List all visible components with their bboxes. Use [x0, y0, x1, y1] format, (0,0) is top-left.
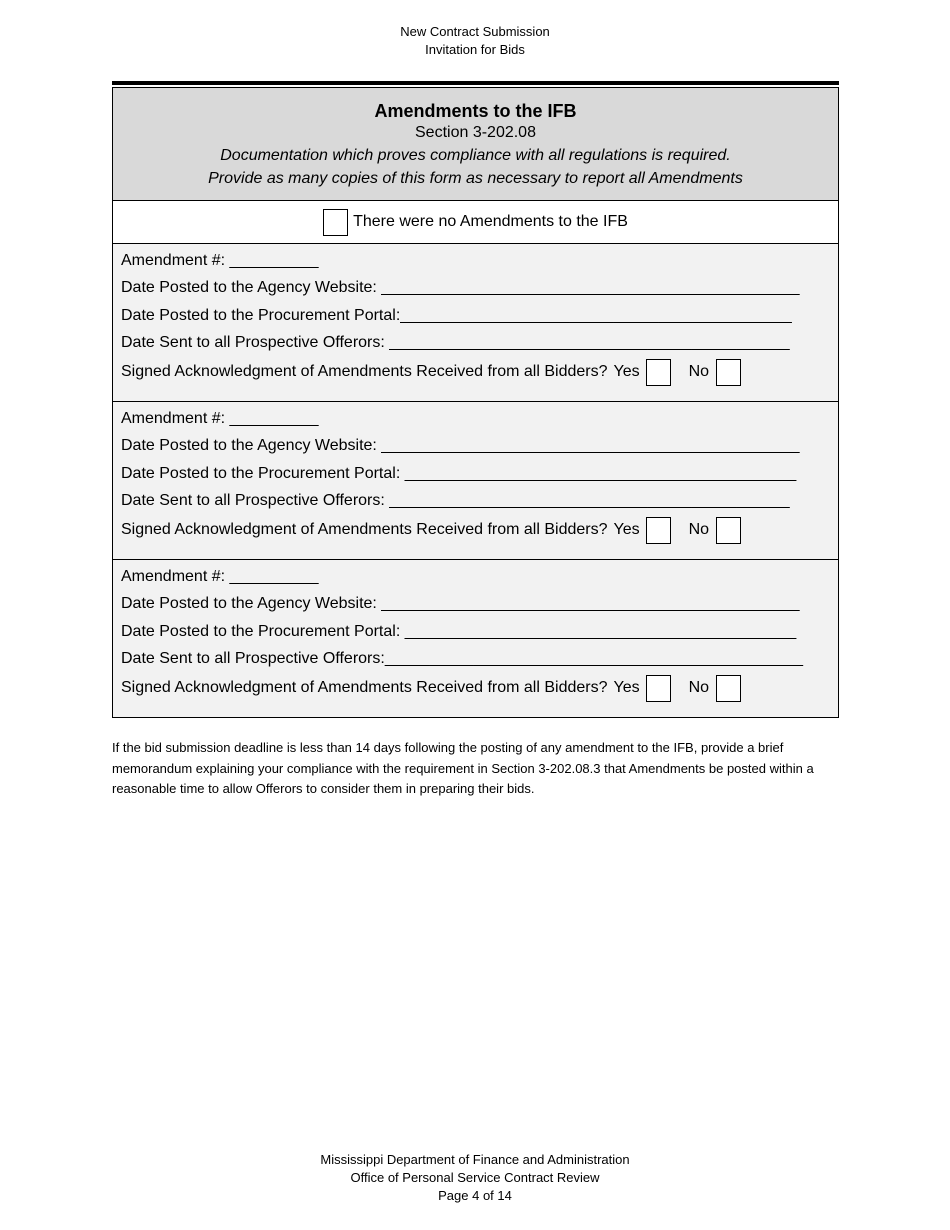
amendment-number-field[interactable]: Amendment #: __________ [121, 252, 319, 269]
prospective-offerors-date-field[interactable]: Date Sent to all Prospective Offerors: _____________________________________________ [121, 491, 790, 509]
acknowledgment-row [121, 515, 838, 545]
no-checkbox[interactable] [716, 675, 741, 702]
acknowledgment-row [121, 357, 838, 387]
yes-label: Yes [613, 363, 640, 381]
no-checkbox[interactable] [716, 359, 741, 386]
no-amendments-row [113, 201, 838, 244]
acknowledgment-label: Signed Acknowledgment of Amendments Received from all Bidders? [121, 521, 608, 539]
page-number: Page 4 of 14 [438, 1188, 512, 1203]
header-rule [112, 81, 839, 85]
prospective-offerors-date-field[interactable]: Date Sent to all Prospective Offerors:_______________________________________________ [121, 649, 804, 667]
no-label: No [688, 363, 710, 381]
no-label: No [688, 521, 710, 539]
page-footer [0, 1151, 950, 1205]
acknowledgment-label: Signed Acknowledgment of Amendments Received from all Bidders? [121, 679, 608, 697]
agency-website-date-field[interactable]: Date Posted to the Agency Website: _______________________________________________ [121, 437, 800, 455]
amendment-number-field[interactable]: Amendment #: __________ [121, 568, 319, 585]
amendment-block-2 [113, 402, 838, 560]
no-amendments-label: There were no Amendments to the IFB [353, 213, 628, 230]
procurement-portal-date-field[interactable]: Date Posted to the Procurement Portal: ____________________________________________ [121, 464, 797, 482]
footer-department: Mississippi Department of Finance and Administration [320, 1152, 630, 1167]
agency-website-date-field[interactable]: Date Posted to the Agency Website: _______________________________________________ [121, 595, 800, 613]
yes-checkbox[interactable] [646, 517, 671, 544]
procurement-portal-date-field[interactable]: Date Posted to the Procurement Portal:____________________________________________ [121, 306, 792, 324]
deadline-footnote: If the bid submission deadline is less than 14 days following the posting of any amendment to the IFB, provide a brief memorandum explaining your compliance with the requirement in Section 3-202.08.3 that Amendments be posted within a reasonable time to allow Offerors to consider them in preparing their bids. [112, 740, 814, 796]
amendment-block-3 [113, 560, 838, 718]
yes-label: Yes [613, 679, 640, 697]
acknowledgment-row [121, 673, 838, 703]
amendments-form [112, 87, 839, 718]
yes-checkbox[interactable] [646, 675, 671, 702]
no-checkbox[interactable] [716, 517, 741, 544]
form-note-compliance: Documentation which proves compliance with all regulations is required. [220, 147, 731, 164]
header-document-subtype: Invitation for Bids [425, 42, 525, 57]
amendment-block-1 [113, 244, 838, 402]
yes-label: Yes [613, 521, 640, 539]
prospective-offerors-date-field[interactable]: Date Sent to all Prospective Offerors: _____________________________________________ [121, 333, 790, 351]
form-section: Section 3-202.08 [415, 124, 536, 141]
form-title: Amendments to the IFB [374, 101, 577, 121]
no-amendments-checkbox[interactable] [323, 209, 348, 236]
footer-office: Office of Personal Service Contract Review [350, 1170, 600, 1185]
no-label: No [688, 679, 710, 697]
agency-website-date-field[interactable]: Date Posted to the Agency Website: _______________________________________________ [121, 279, 800, 297]
form-header [113, 88, 838, 201]
page-header [0, 23, 950, 59]
header-document-type: New Contract Submission [400, 24, 550, 39]
form-note-copies: Provide as many copies of this form as necessary to report all Amendments [208, 170, 743, 187]
acknowledgment-label: Signed Acknowledgment of Amendments Received from all Bidders? [121, 363, 608, 381]
amendment-number-field[interactable]: Amendment #: __________ [121, 410, 319, 427]
procurement-portal-date-field[interactable]: Date Posted to the Procurement Portal: ____________________________________________ [121, 622, 797, 640]
yes-checkbox[interactable] [646, 359, 671, 386]
